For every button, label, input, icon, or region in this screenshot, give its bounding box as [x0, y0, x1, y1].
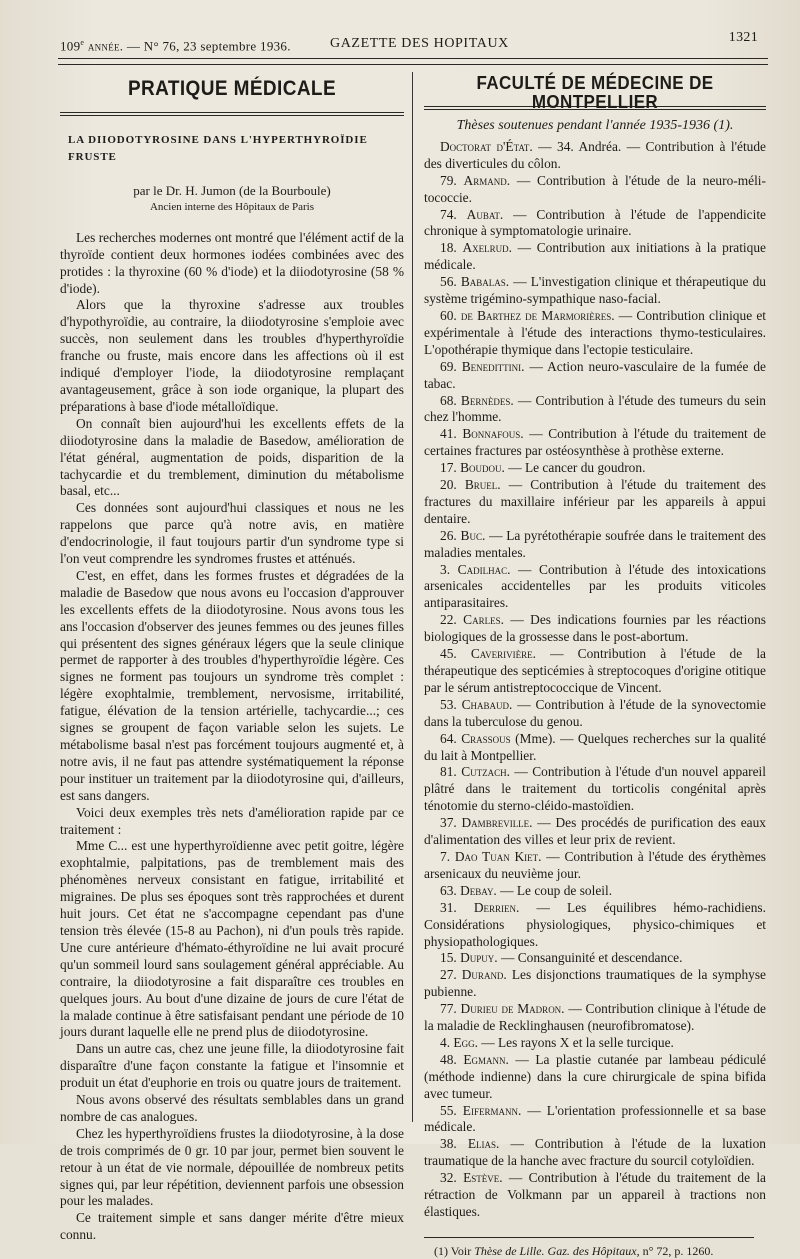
thesis-number: 26.	[440, 527, 461, 543]
thesis-title: — Contribution à l'étude de la neuro-méli-tococcie.	[424, 172, 766, 205]
thesis-author: Derrien.	[473, 899, 520, 915]
thesis-author: Estève.	[463, 1170, 503, 1186]
paragraph: Alors que la thyroxine s'adresse aux troubles d'hypothyroïdie, au contraire, la diiodotyrosine s'emploie avec succès, non seulement dans les troubles d'hyperthyroïdie franche ou fruste, mais encore dans les affections où il est indiqué d'employer l'iode, la diiodotyrosine remplaçant avantageusement, grâce à son iode organique, la plupart des préparations à base d'iode métalloïdique.	[60, 297, 404, 414]
thesis-number: 68.	[440, 392, 461, 408]
thesis-title: — Contribution à l'étude des tumeurs du sein chez l'homme.	[424, 392, 766, 425]
thesis-number: 18.	[440, 240, 463, 256]
thesis-entry	[424, 697, 766, 731]
thesis-title: — Contribution à l'étude du traitement de certaines fractures par ostéosynthèse à prothèse externe.	[424, 426, 767, 459]
thesis-number: 22.	[440, 612, 464, 628]
thesis-entry	[424, 426, 766, 460]
thesis-author: Aubat.	[466, 206, 504, 222]
thesis-author: Benedittini.	[461, 358, 525, 374]
paragraph: Nous avons observé des résultats semblables dans un grand nombre de cas analogues.	[60, 1092, 404, 1124]
thesis-title: — Le cancer du goudron.	[504, 460, 646, 476]
thesis-entry	[424, 240, 766, 274]
thesis-entry	[424, 731, 766, 765]
thesis-author: Dao Tuan Kiet.	[454, 848, 542, 864]
thesis-entry	[424, 528, 766, 562]
paragraph: Voici deux exemples très nets d'amélioration rapide par ce traitement :	[60, 804, 404, 837]
thesis-number: 64.	[440, 730, 462, 746]
paragraph: On connaît bien aujourd'hui les excellents effets de la diiodotyrosine dans la maladie de Basedow, amélioration de l'état général, augmentation de poids, disparition de la tachycardie et du tremblement, diminution du métabolisme basal, etc...	[60, 415, 404, 499]
thesis-number: 15.	[440, 950, 461, 966]
thesis-title: — Action neuro-vasculaire de la fumée de tabac.	[424, 358, 766, 391]
thesis-number: 81.	[440, 764, 462, 780]
thesis-author: Bonnafous.	[462, 426, 524, 442]
paragraph: C'est, en effet, dans les formes frustes et dégradées de la maladie de Basedow que nous avons eu l'occasion d'approuver les excellents effets de la diiodotyrosine. Nous avons tous les ans l'occasion d'observer des jeunes femmes ou des jeunes filles qui présentent des signes généraux légers que la seule clinique permet de rapporter à des troubles d'hyperthyroïdie légère. Ces signes ne forment pas toujours un syndrome très complet : légère exophtalmie, tremblement, nervosisme, irritabilité, fatigue, élévation de la tension artérielle, tachycardie...; ces signes se groupent de façon variable selon les sujets. Le métabolisme basal n'est pas forcément toujours augmenté et, à notre avis, il ne faut pas attendre systématiquement la réponse pour instituer un traitement par la diiodotyrosine qui, d'ailleurs, est sans dangers.	[60, 567, 404, 803]
thesis-number: 79.	[440, 172, 464, 188]
journal-name: GAZETTE DES HOPITAUX	[330, 36, 509, 51]
thesis-author: Bernèdes.	[460, 392, 514, 408]
thesis-author: Doctorat d'État.	[440, 138, 533, 154]
thesis-author: Elias.	[467, 1136, 500, 1152]
footnote-rule	[424, 1237, 754, 1238]
thesis-author: Durieu de Madron.	[460, 1001, 565, 1017]
thesis-title: Les disjonctions traumatiques de la symphyse pubienne.	[424, 967, 766, 1000]
left-column	[60, 72, 404, 1244]
paragraph: Chez les hyperthyroïdiens frustes la diiodotyrosine, à la dose de trois comprimés de 0 gr. 10 par jour, permet bien souvent le retour à un état de vie normale, dépouillée de nombreux petits signes qui, par leur répétition, deviennent parfois une obsession pour les malades.	[60, 1125, 404, 1209]
thesis-author: Egg.	[453, 1034, 478, 1050]
thesis-title: — La pyrétothérapie soufrée dans le traitement des maladies mentales.	[424, 527, 767, 560]
thesis-title: — Contribution à l'étude de l'appendicite chronique à symptomatologie urinaire.	[424, 206, 767, 239]
thesis-entry	[424, 1170, 766, 1221]
article-body	[60, 230, 404, 1244]
thesis-author: Cutzach.	[461, 764, 510, 780]
thesis-entry	[424, 1103, 766, 1137]
article-title: LA DIIODOTYROSINE DANS L'HYPERTHYROÏDIE FRUSTE	[68, 134, 368, 163]
thesis-number: 48.	[440, 1051, 464, 1067]
thesis-author: Dupuy.	[460, 950, 498, 966]
thesis-entry	[424, 1035, 766, 1052]
author-line: par le Dr. H. Jumon (de la Bourboule)	[133, 182, 331, 198]
thesis-entry	[424, 764, 766, 815]
thesis-number: 41.	[440, 426, 463, 442]
right-column	[424, 72, 766, 1259]
footnote: (1) Voir Thèse de Lille. Gaz. des Hôpitaux, n° 72, p. 1260.	[434, 1243, 714, 1258]
thesis-number: 69.	[440, 358, 462, 374]
thesis-entry	[424, 308, 766, 359]
thesis-title: — Contribution à l'étude de la thérapeutique des septicémies à streptocoques d'origine otitique par le sérum antistreptococcique de Vincent.	[424, 646, 766, 695]
thesis-author: Axelrud.	[462, 240, 512, 256]
thesis-author: Durand.	[461, 967, 507, 983]
thesis-title: — L'orientation professionnelle et sa base médicale.	[424, 1102, 767, 1135]
thesis-number: 77.	[440, 1001, 461, 1017]
thesis-number: 20.	[440, 477, 465, 493]
paragraph: Dans un autre cas, chez une jeune fille, la diiodotyrosine fait disparaître d'une façon constante la fatigue et l'insomnie et produit un état d'euphorie en trois ou quatre jours de traitement.	[60, 1041, 404, 1091]
thesis-entry	[424, 1136, 766, 1170]
section-rule	[60, 112, 404, 116]
thesis-title: — 34. Andréa. — Contribution à l'étude des diverticules du côlon.	[424, 138, 766, 171]
thesis-entry	[424, 139, 766, 173]
thesis-number: 7.	[440, 848, 455, 864]
thesis-entry	[424, 477, 766, 528]
thesis-author: Armand.	[463, 172, 511, 188]
thesis-title: — Contribution à l'étude de la synovectomie dans la tuberculose du genou.	[424, 696, 766, 729]
section-title: PRATIQUE MÉDICALE	[127, 77, 337, 101]
thesis-number: 60.	[440, 307, 461, 323]
paragraph: Ces données sont aujourd'hui classiques et nous ne les rappelons que parce qu'à notre avis, en matière d'endocrinologie, il faut toujours partir d'un syndrome type si l'on veut comprendre les syndromes frustes et atténués.	[60, 500, 404, 567]
thesis-title: — Contribution à l'étude de la luxation traumatique de la hanche avec fracture du sourcil cotyloïdien.	[424, 1136, 767, 1169]
thesis-title: — Des indications fournies par les réactions biologiques de la grossesse dans le post-abortum.	[424, 612, 766, 645]
thesis-entry	[424, 815, 766, 849]
thesis-title: — Contribution à l'étude des érythèmes arsenicaux du neuvième jour.	[424, 848, 767, 881]
thesis-entry	[424, 849, 766, 883]
paragraph: Mme C... est une hyperthyroïdienne avec petit goitre, légère exophtalmie, palpitations, pas de tremblement mais des phénomènes nerveux consistant en fatigue, irritabilité et migraines. De plus ses époques sont très rapprochées et durent huit jours. Cet état ne s'accompagne cependant pas d'une tension très élevée (15-8 au Pachon), ni d'un pouls très rapide. Une cure antérieure d'hémato-éthyroïdine ne lui avait procuré qu'un sommeil lourd sans soulagement général appréciable. Au contraire, la diiodotyrosine a fait disparaître ces troubles en quelques jours. Au bout d'une dizaine de jours de cure l'état de la malade continue à être satisfaisant pendant une période de 10 jours durant laquelle elle ne prend plus de diiodotyrosine.	[60, 838, 404, 1040]
thesis-title: — Contribution à l'étude d'un nouvel appareil plâtré dans le traitement du torticolis congénital après ténotomie du sterno-cléido-mastoïdien.	[424, 764, 766, 814]
thesis-number: 38.	[440, 1136, 468, 1152]
thesis-number: 55.	[440, 1102, 463, 1118]
thesis-number: 45.	[440, 646, 471, 662]
issue-info: 109e année. — N° 76, 23 septembre 1936.	[60, 38, 291, 54]
thesis-entry	[424, 1001, 766, 1035]
thesis-title: — Contribution clinique et expérimentale à l'étude des interactions thymo-testiculaires. L'opothérapie thymique dans l'ectopie testiculaire.	[424, 307, 766, 357]
paragraph: Ce traitement simple et sans danger mérite d'être mieux connu.	[60, 1210, 404, 1243]
thesis-entry	[424, 173, 766, 207]
thesis-author: Carles.	[463, 612, 504, 628]
thesis-author: de Barthez de Marmorières.	[460, 307, 615, 323]
thesis-number: 53.	[440, 696, 462, 712]
thesis-entry	[424, 900, 766, 951]
thesis-title: — Contribution aux initiations à la pratique médicale.	[424, 240, 766, 273]
thesis-author: Boudou.	[460, 460, 505, 476]
thesis-title: — Contribution à l'étude des intoxications arsenicales accidentelles par les produits viticoles antiparasitaires.	[424, 561, 766, 611]
thesis-number: 56.	[440, 274, 461, 290]
thesis-author: Debay.	[460, 882, 497, 898]
thesis-entry	[424, 274, 766, 308]
thesis-number: 31.	[440, 899, 474, 915]
thesis-author: Cadilhac.	[457, 561, 511, 577]
thesis-number: 37.	[440, 815, 462, 831]
thesis-entry	[424, 207, 766, 241]
paragraph: Les recherches modernes ont montré que l'élément actif de la thyroïde contient deux hormones iodées combinées avec des protides : la thyroxine (60 % d'iode) et la diiodotyrosine (58 % d'iode).	[60, 229, 404, 296]
thesis-author: Crassous	[461, 730, 511, 746]
page-header	[60, 30, 764, 56]
header-rule	[58, 58, 768, 65]
thesis-title: — Consanguinité et descendance.	[497, 950, 683, 966]
byline	[60, 182, 404, 216]
thesis-entry	[424, 1052, 766, 1103]
thesis-number: 27.	[440, 967, 462, 983]
thesis-number: 63.	[440, 882, 461, 898]
thesis-entry	[424, 967, 766, 1001]
thesis-number: 4.	[440, 1034, 454, 1050]
thesis-title: — Contribution clinique à l'étude de la maladie de Recklinghausen (neurofibromatose).	[424, 1001, 766, 1034]
thesis-title: — Contribution à l'étude du traitement des fractures du maxillaire inférieur par les appareils à appui dentaire.	[424, 477, 766, 526]
thesis-title: — Contribution à l'étude du traitement de la rétraction de Volkmann par un appareil à tractions non élastiques.	[424, 1170, 766, 1219]
thesis-list	[424, 139, 766, 1221]
thesis-title: — Des procédés de purification des eaux d'alimentation des villes et leur prix de revient.	[424, 815, 766, 848]
thesis-number: 74.	[440, 206, 467, 222]
thesis-title: — Le coup de soleil.	[496, 882, 613, 898]
section-title-faculty: FACULTÉ DE MÉDECINE DE MONTPELLIER	[476, 72, 714, 113]
thesis-title: — L'investigation clinique et thérapeutique du système trigémino-sympathique naso-facial.	[424, 274, 766, 307]
author-affiliation: Ancien interne des Hôpitaux de Paris	[149, 200, 315, 213]
column-divider	[412, 72, 413, 1122]
thesis-entry	[424, 460, 766, 477]
thesis-entry	[424, 883, 766, 900]
thesis-author: Bruel.	[464, 477, 501, 493]
thesis-number: 3.	[440, 561, 458, 577]
thesis-author: Buc.	[460, 527, 486, 543]
thesis-entry	[424, 646, 766, 697]
thesis-title: — Les rayons X et la selle turcique.	[477, 1034, 674, 1050]
thesis-title: (Mme). — Quelques recherches sur la qualité du lait à Montpellier.	[424, 730, 766, 763]
thesis-author: Babalas.	[460, 274, 510, 290]
thesis-entry	[424, 393, 766, 427]
thesis-author: Caverivière.	[470, 646, 536, 662]
thesis-title: — Les équilibres hémo-rachidiens. Considérations physiologiques, physico-chimiques et physiopathologiques.	[424, 899, 766, 949]
thesis-author: Eifermann.	[462, 1102, 522, 1118]
thesis-author: Chabaud.	[461, 696, 513, 712]
thesis-entry	[424, 562, 766, 613]
thesis-entry	[424, 950, 766, 967]
thesis-author: Dambreville.	[461, 815, 533, 831]
thesis-entry	[424, 612, 766, 646]
thesis-number: 32.	[440, 1170, 464, 1186]
theses-subtitle: Thèses soutenues pendant l'année 1935-1936 (1).	[456, 118, 734, 133]
thesis-number: 17.	[440, 460, 461, 476]
thesis-author: Egmann.	[463, 1051, 509, 1067]
thesis-entry	[424, 359, 766, 393]
page-number: 1321	[728, 30, 758, 45]
thesis-title: — La plastie cutanée par lambeau pédiculé (méthode indienne) dans la cure chirurgicale de spina bifida avec tumeur.	[424, 1051, 766, 1101]
